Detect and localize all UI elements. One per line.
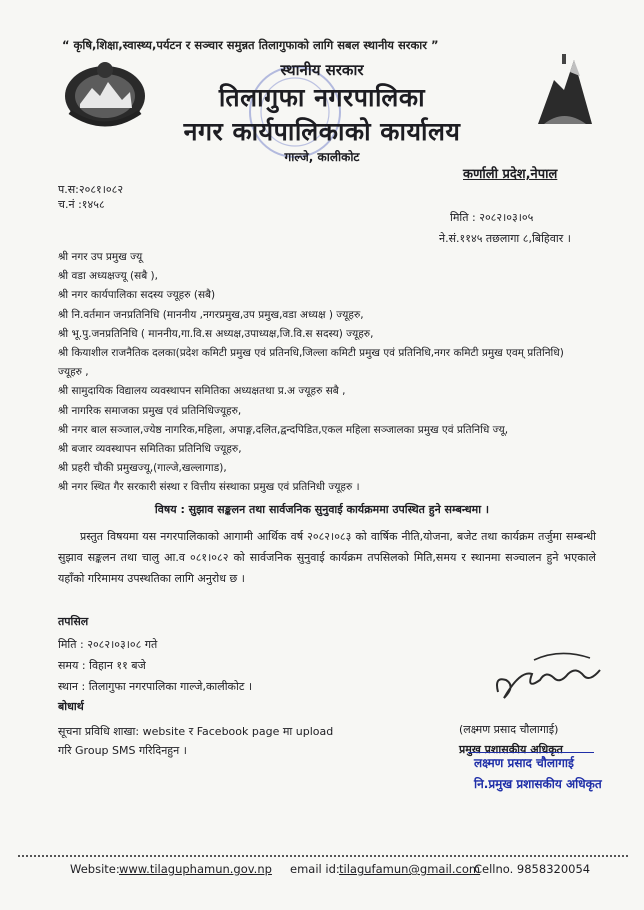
event-venue: स्थान : तिलागुफा नगरपालिका गाल्जे,कालीकोट । — [58, 680, 253, 693]
addressee-item: श्री नगर कार्यपालिका सदस्य ज्यूहरु (सबै) — [58, 289, 216, 302]
cc-block — [58, 722, 333, 760]
event-date: मिति : २०८२।०३।०८ गते — [58, 638, 158, 651]
cc-title: बोधार्थ — [58, 700, 84, 713]
addressee-item: श्री नि.वर्तमान जनप्रतिनिधि (माननीय ,नगरप्रमुख,उप प्रमुख,वडा अध्यक्ष ) ज्यूहरु, — [58, 308, 364, 321]
addressee-item: श्री भू.पु.जनप्रतिनिधि ( माननीय,गा.वि.स अध्यक्ष,उपाध्यक्ष,जि.वि.स सदस्य) ज्यूहरु, — [58, 327, 374, 340]
addressee-item: श्री नगर स्थित गैर सरकारी संस्था र वित्तीय संस्थाका प्रमुख एवं प्रतिनिधी ज्यूहरु । — [58, 481, 360, 494]
event-time: समय : विहान ११ बजे — [58, 659, 146, 672]
details-block — [58, 634, 252, 697]
dispatch-number: च.नं :१४५८ — [58, 198, 105, 211]
addressee-item: श्री कियाशील राजनैतिक दलका(प्रदेश कमिटी प्रमुख एवं प्रतिनधि,जिल्ला कमिटी प्रमुख एवं प्रतिनिधि,नगर कमिटी प्रमुख एवम् प्रतिनिधि) ज्यूहरु , — [58, 347, 564, 379]
letter-body: प्रस्तुत विषयमा यस नगरपालिकाको आगामी आर्थिक वर्ष २०८२।०८३ को वार्षिक नीति,योजना, बजेट तथा कार्यक्रम तर्जुमा सम्बन्धी सुझाव सङ्कलन तथा चालु आ.व ०८१।०८२ को सार्वजनिक सुनुवाई कार्यक्रम तपसिलको मिति,समय र स्थानमा सञ्चालन हुने भएकाले यहाँको गरिमामय उपस्थतिका लागि अनुरोध छ । — [58, 530, 596, 585]
letter-subject: विषय : सुझाव सङ्कलन तथा सार्वजनिक सुनुवाई कार्यक्रममा उपस्थित हुने सम्बन्धमा । — [154, 503, 490, 516]
email-label: email id: — [290, 862, 340, 876]
handwritten-signature — [490, 640, 610, 710]
details-title: तपसिल — [58, 615, 89, 628]
footer-divider — [18, 855, 628, 857]
letter-date: मिति : २०८२।०३।०५ — [450, 211, 534, 224]
nepal-sambat-date: ने.सं.११४५ तछलागा ८,बिहिवार । — [439, 232, 571, 245]
cc-line: गरि Group SMS गरिदिनहुन । — [58, 744, 187, 757]
province-label: कर्णाली प्रदेश,नेपाल — [463, 167, 558, 182]
stamp-name: लक्ष्मण प्रसाद चौलागाई — [474, 756, 574, 770]
local-government-label: स्थानीय सरकार — [280, 61, 364, 79]
addressee-item: श्री प्रहरी चौकी प्रमुखज्यू,(गाल्जे,खल्लागाड), — [58, 462, 227, 475]
signer-name: (लक्ष्मण प्रसाद चौलागाई) — [459, 723, 559, 736]
stamp-title: नि.प्रमुख प्रशासकीय अधिकृत — [474, 777, 602, 791]
website-label: Website: — [70, 862, 120, 876]
letter-number: प.स:२०८१।०८२ — [58, 183, 124, 196]
addressee-item: श्री नगर उप प्रमुख ज्यू — [58, 251, 143, 263]
addressee-item: श्री बजार व्यवस्थापन समितिका प्रतिनिधि ज्यूहरु, — [58, 443, 242, 456]
office-address: गाल्जे, कालीकोट — [284, 150, 360, 164]
addressee-list — [58, 248, 588, 498]
addressee-item: श्री नगर बाल सञ्जाल,ज्येष्ठ नागरिक,महिला, अपाङ्ग,दलित,द्वन्दपिडित,एकल महिला सञ्जालका प्रमुख एवं प्रतिनिधि ज्यू, — [58, 423, 509, 436]
addressee-item: श्री सामुदायिक विद्यालय व्यवस्थापन समितिका अध्यक्षतथा प्र.अ ज्यूहरु सबै , — [58, 385, 346, 398]
website-link[interactable]: www.tilaguphamun.gov.np — [119, 862, 272, 876]
signer-title: प्रमुख प्रशासकीय अधिकृत — [459, 743, 563, 756]
email-link[interactable]: tilagufamun@gmail.com — [339, 862, 481, 876]
addressee-item: श्री वडा अध्यक्षज्यू (सबै ), — [58, 270, 158, 283]
municipality-name: तिलागुफा नगरपालिका — [218, 83, 426, 112]
addressee-item: श्री नागरिक समाजका प्रमुख एवं प्रतिनिधिज्यूहरु, — [58, 404, 242, 417]
cc-line: सूचना प्रविधि शाखा: website र Facebook page मा upload — [58, 725, 334, 738]
office-name: नगर कार्यपालिकाको कार्यालय — [183, 117, 461, 146]
cell-number: Cellno. 9858320054 — [474, 862, 591, 876]
motto: “ कृषि,शिक्षा,स्वास्थ्य,पर्यटन र सञ्चार समुन्नत तिलागुफाको लागि सबल स्थानीय सरकार ” — [62, 38, 439, 52]
